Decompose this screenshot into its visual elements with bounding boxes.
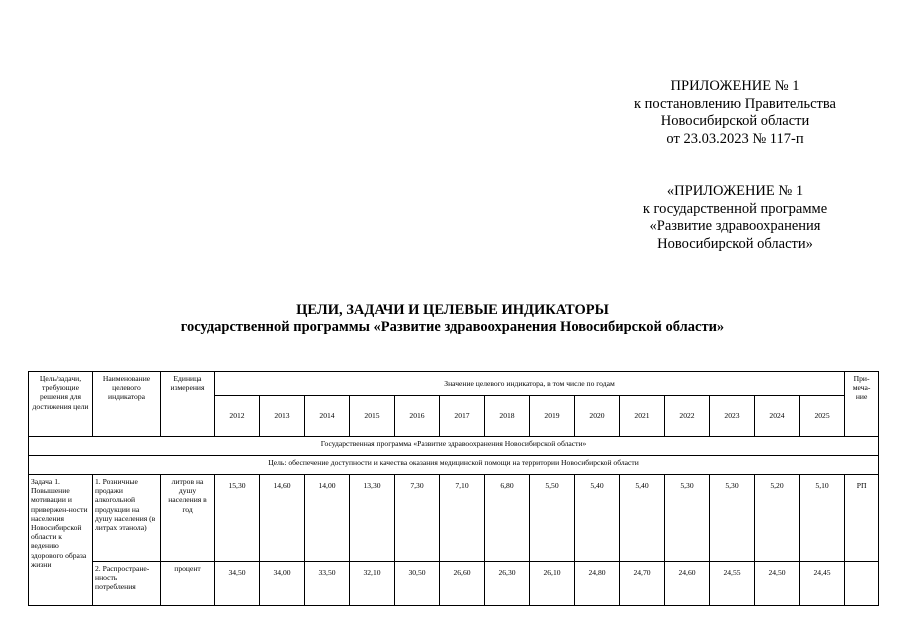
appendix-program-line3: «Развитие здравоохранения bbox=[649, 218, 821, 234]
year-2018: 2018 bbox=[485, 396, 530, 437]
value-cell: 34,00 bbox=[260, 562, 305, 606]
heading-line2: государственной программы «Развитие здравоохранения Новосибирской области» bbox=[180, 319, 725, 335]
appendix-program-line2: к государственной программе bbox=[642, 200, 828, 217]
year-2014: 2014 bbox=[305, 396, 350, 437]
appendix-program-block bbox=[590, 183, 880, 253]
value-cell: 26,10 bbox=[530, 562, 575, 606]
appendix-resolution-line1: ПРИЛОЖЕНИЕ № 1 bbox=[670, 78, 800, 94]
value-cell: 15,30 bbox=[215, 475, 260, 562]
indicators-table-container bbox=[28, 371, 879, 606]
year-2021: 2021 bbox=[620, 396, 665, 437]
value-cell: 13,30 bbox=[350, 475, 395, 562]
value-cell: 14,00 bbox=[305, 475, 350, 562]
appendix-program-line4: Новосибирской области» bbox=[657, 235, 813, 252]
appendix-resolution-line2: к постановлению Правительства bbox=[634, 95, 836, 112]
unit-cell: процент bbox=[161, 562, 215, 606]
indicators-table bbox=[28, 371, 879, 606]
unit-cell: литров на душу населения в год bbox=[161, 475, 215, 562]
value-cell: 24,55 bbox=[710, 562, 755, 606]
header-unit: Единица измерения bbox=[161, 372, 215, 437]
value-cell: 5,40 bbox=[620, 475, 665, 562]
year-2025: 2025 bbox=[800, 396, 845, 437]
note-cell: РП bbox=[845, 475, 879, 562]
value-cell: 24,60 bbox=[665, 562, 710, 606]
heading-line1: ЦЕЛИ, ЗАДАЧИ И ЦЕЛЕВЫЕ ИНДИКАТОРЫ bbox=[296, 302, 609, 318]
year-2024: 2024 bbox=[755, 396, 800, 437]
header-indicator: Наименование целевого индикатора bbox=[93, 372, 161, 437]
header-goal: Цель/задачи, требующие решения для достижения цели bbox=[29, 372, 93, 437]
value-cell: 24,70 bbox=[620, 562, 665, 606]
value-cell: 33,50 bbox=[305, 562, 350, 606]
year-2015: 2015 bbox=[350, 396, 395, 437]
year-2022: 2022 bbox=[665, 396, 710, 437]
task-cell: Задача 1. Повышение мотивации и привержен-ности населения Новосибирской области к ведению здорового образа жизни bbox=[29, 475, 93, 606]
appendix-resolution-line4: от 23.03.2023 № 117-п bbox=[666, 130, 804, 147]
document-heading bbox=[0, 302, 905, 336]
value-cell: 5,30 bbox=[665, 475, 710, 562]
value-cell: 5,40 bbox=[575, 475, 620, 562]
year-2016: 2016 bbox=[395, 396, 440, 437]
value-cell: 26,60 bbox=[440, 562, 485, 606]
note-cell bbox=[845, 562, 879, 606]
value-cell: 5,30 bbox=[710, 475, 755, 562]
value-cell: 32,10 bbox=[350, 562, 395, 606]
value-cell: 24,80 bbox=[575, 562, 620, 606]
year-2017: 2017 bbox=[440, 396, 485, 437]
value-cell: 24,45 bbox=[800, 562, 845, 606]
year-2012: 2012 bbox=[215, 396, 260, 437]
year-2023: 2023 bbox=[710, 396, 755, 437]
value-cell: 14,60 bbox=[260, 475, 305, 562]
year-2020: 2020 bbox=[575, 396, 620, 437]
appendix-resolution-line3: Новосибирской области bbox=[660, 113, 810, 129]
program-row: Государственная программа «Развитие здравоохранения Новосибирской области» bbox=[29, 437, 879, 456]
value-cell: 30,50 bbox=[395, 562, 440, 606]
goal-row: Цель: обеспечение доступности и качества оказания медицинской помощи на территории Новосибирской области bbox=[29, 456, 879, 475]
indicator-cell: 2. Распростране-нность потребления bbox=[93, 562, 161, 606]
value-cell: 6,80 bbox=[485, 475, 530, 562]
value-cell: 34,50 bbox=[215, 562, 260, 606]
header-value: Значение целевого индикатора, в том числе по годам bbox=[215, 372, 845, 396]
value-cell: 7,30 bbox=[395, 475, 440, 562]
indicator-cell: 1. Розничные продажи алкогольной продукции на душу населения (в литрах этанола) bbox=[93, 475, 161, 562]
appendix-program-line1: «ПРИЛОЖЕНИЕ № 1 bbox=[666, 183, 804, 199]
value-cell: 26,30 bbox=[485, 562, 530, 606]
table-row bbox=[29, 475, 879, 562]
year-2013: 2013 bbox=[260, 396, 305, 437]
value-cell: 5,50 bbox=[530, 475, 575, 562]
header-note: При-меча-ние bbox=[845, 372, 879, 437]
value-cell: 24,50 bbox=[755, 562, 800, 606]
table-row bbox=[29, 562, 879, 606]
appendix-resolution-block bbox=[590, 78, 880, 148]
value-cell: 5,20 bbox=[755, 475, 800, 562]
value-cell: 5,10 bbox=[800, 475, 845, 562]
value-cell: 7,10 bbox=[440, 475, 485, 562]
year-2019: 2019 bbox=[530, 396, 575, 437]
